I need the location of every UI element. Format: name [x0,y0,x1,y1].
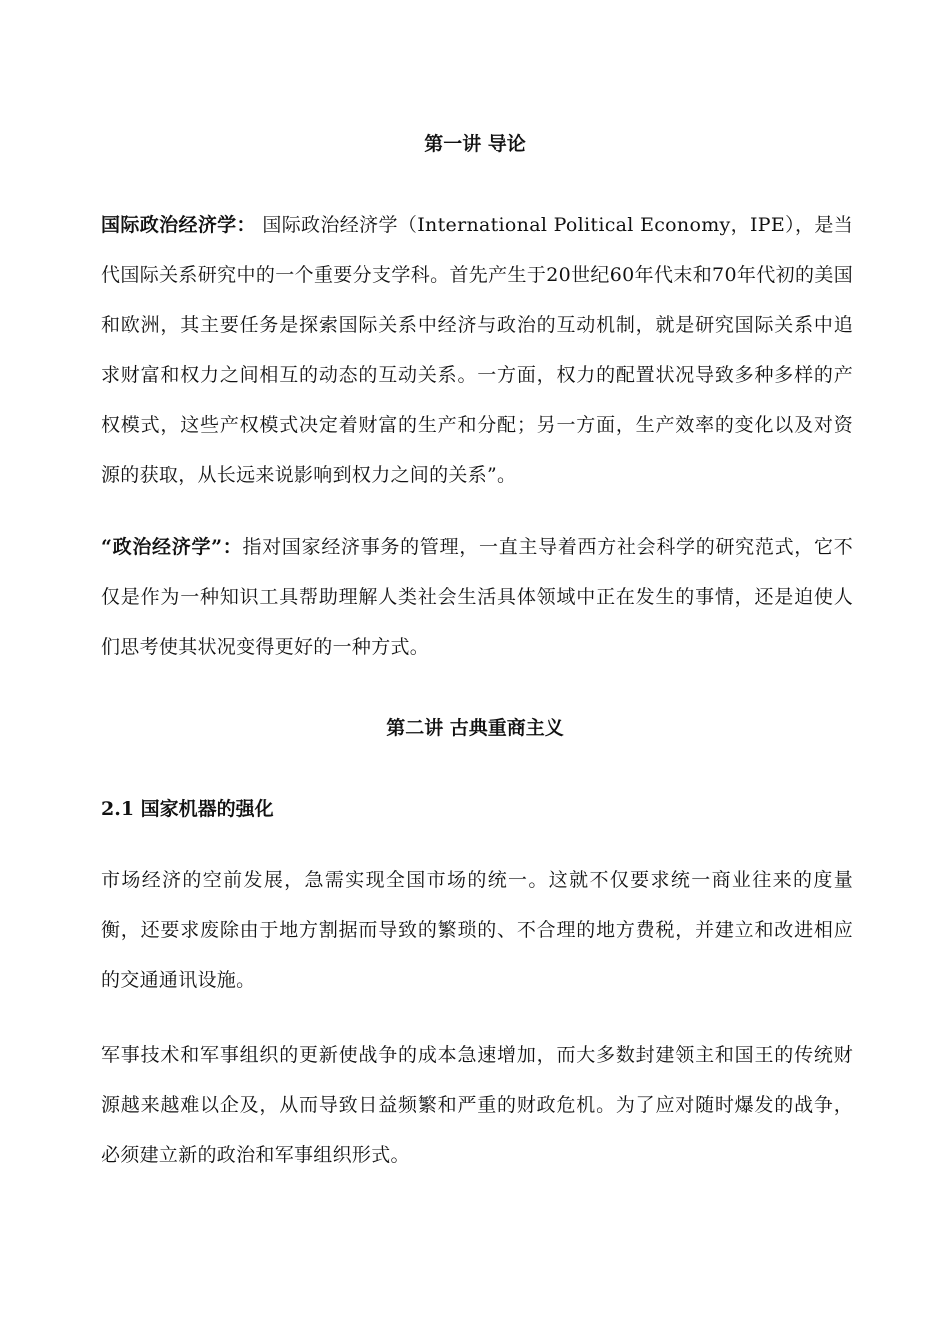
ipe-definition-text: 国际政治经济学（International Political Economy，IPE），是当代国际关系研究中的一个重要分支学科。首先产生于20世纪60年代末和70年代初的美国和欧洲，其主要任务是探索国际关系中经济与政治的互动机制，就是研究国际关系中追求财富和权力之间相互的动态的互动关系。一方面，权力的配置状况导致多种多样的产权模式，这些产权模式决定着财富的生产和分配；另一方面，生产效率的变化以及对资源的获取，从长远来说影响到权力之间的关系”。 [101,214,853,486]
section-2-1-paragraph-1: 市场经济的空前发展，急需实现全国市场的统一。这就不仅要求统一商业往来的度量衡，还要求废除由于地方割据而导致的繁琐的、不合理的地方费税，并建立和改进相应的交通通讯设施。 [101,869,853,991]
section-2-1-paragraph-2: 军事技术和军事组织的更新使战争的成本急速增加，而大多数封建领主和国王的传统财源越来越难以企及，从而导致日益频繁和严重的财政危机。为了应对随时爆发的战争，必须建立新的政治和军事组织形式。 [101,1044,853,1166]
lecture-1-title: 第一讲 导论 [424,133,526,155]
section-2-1-heading: 2.1 国家机器的强化 [101,798,274,820]
political-economy-term: “政治经济学”： [101,536,243,558]
ipe-definition-paragraph [101,200,853,500]
ipe-term: 国际政治经济学： [101,214,256,236]
lecture-2-title: 第二讲 古典重商主义 [386,717,564,739]
political-economy-definition-paragraph [101,522,853,672]
political-economy-definition-text: 指对国家经济事务的管理，一直主导着西方社会科学的研究范式，它不仅是作为一种知识工具帮助理解人类社会生活具体领域中正在发生的事情，还是迫使人们思考使其状况变得更好的一种方式。 [101,536,853,658]
